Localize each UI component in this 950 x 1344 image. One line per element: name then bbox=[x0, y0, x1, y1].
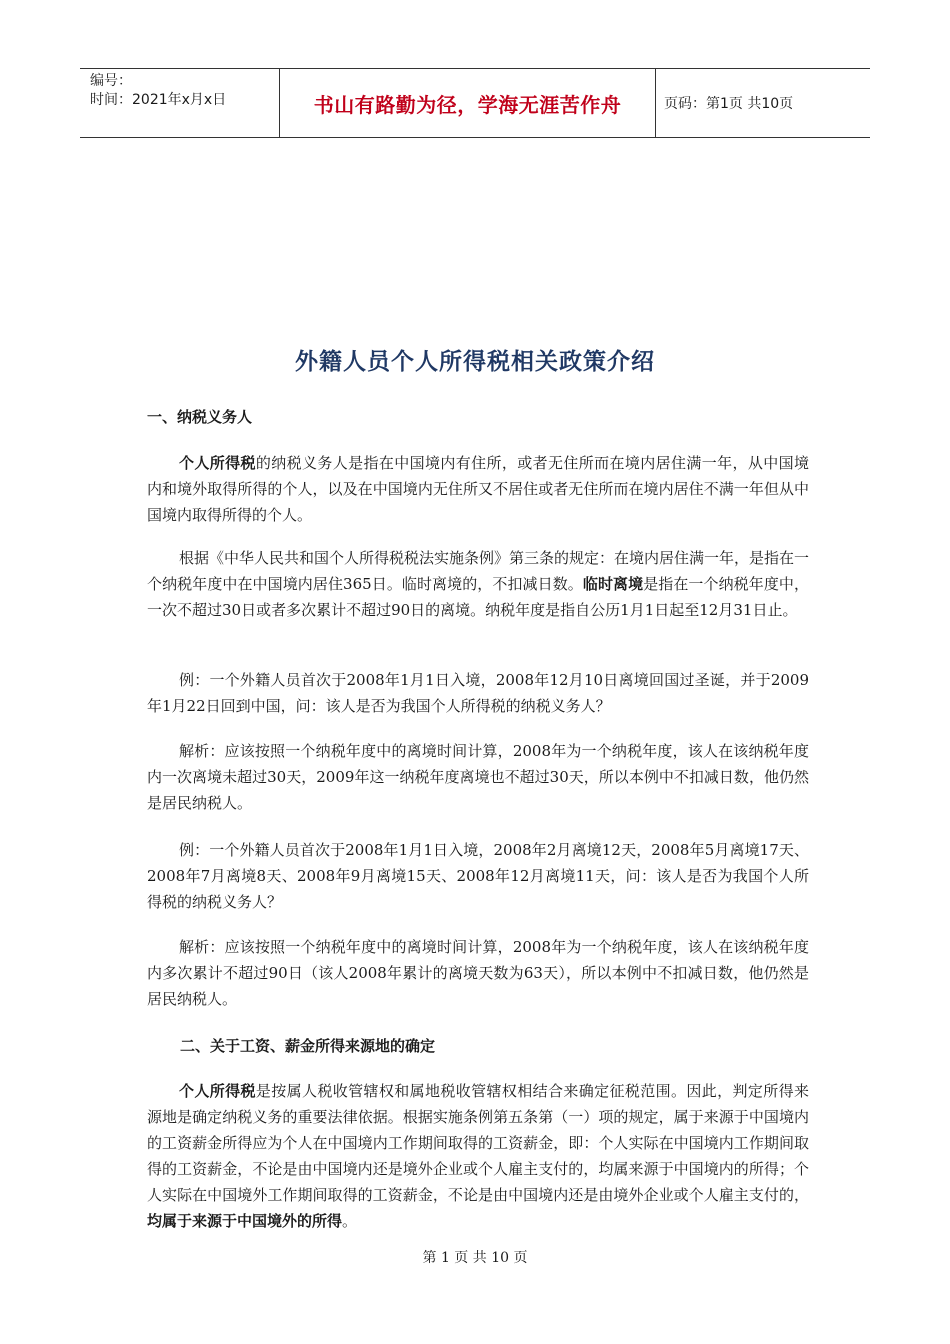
paragraph-7: 个人所得税是按属人税收管辖权和属地税收管辖权相结合来确定征税范围。因此，判定所得来源地是确定纳税义务的重要法律依据。根据实施条例第五条第（一）项的规定，属于来源于中国境内的工资薪金所得应为个人在中国境内工作期间取得的工资薪金，即：个人实际在中国境内工作期间取得的工资薪金，不论是由中国境内还是境外企业或个人雇主支付的，均属来源于中国境内的所得；个人实际在中国境外工作期间取得的工资薪金，不论是由中国境内还是由境外企业或个人雇主支付的，均属于来源于中国境外的所得。 bbox=[147, 1082, 809, 1230]
term-bold: 临时离境 bbox=[582, 575, 644, 593]
paragraph-3: 例：一个外籍人员首次于2008年1月1日入境，2008年12月10日离境回国过圣诞，并于2009年1月22日回到中国，问：该人是否为我国个人所得税的纳税义务人？ bbox=[147, 671, 809, 715]
section-heading-1: 一、纳税义务人 bbox=[147, 408, 253, 426]
number-label: 编号： bbox=[90, 73, 132, 89]
emphasis-bold: 均属于来源于中国境外的所得 bbox=[147, 1212, 343, 1230]
header-motto: 书山有路勤为径，学海无涯苦作舟 bbox=[280, 69, 656, 137]
page-footer: 第 1 页 共 10 页 bbox=[422, 1250, 528, 1266]
term-bold: 个人所得税 bbox=[179, 1082, 256, 1100]
paragraph-1: 个人所得税的纳税义务人是指在中国境内有住所，或者无住所而在境内居住满一年，从中国境内和境外取得所得的个人，以及在中国境内无住所又不居住或者无住所而在境内居住不满一年但从中国境内取得所得的个人。 bbox=[147, 454, 809, 524]
term-bold: 个人所得税 bbox=[179, 454, 256, 472]
paragraph-2: 根据《中华人民共和国个人所得税税法实施条例》第三条的规定：在境内居住满一年，是指在一个纳税年度中在中国境内居住365日。临时离境的，不扣减日数。临时离境是指在一个纳税年度中，一次不超过30日或者多次累计不超过90日的离境。纳税年度是指自公历1月1日起至12月31日止。 bbox=[147, 549, 810, 619]
paragraph-6: 解析：应该按照一个纳税年度中的离境时间计算，2008年为一个纳税年度，该人在该纳税年度内多次累计不超过90日（该人2008年累计的离境天数为63天），所以本例中不扣减日数，他仍然是居民纳税人。 bbox=[147, 938, 809, 1008]
document-title: 外籍人员个人所得税相关政策介绍 bbox=[295, 348, 655, 375]
paragraph-5: 例：一个外籍人员首次于2008年1月1日入境，2008年2月离境12天，2008年5月离境17天、2008年7月离境8天、2008年9月离境15天、2008年12月离境11天，问：该人是否为我国个人所得税的纳税义务人？ bbox=[147, 841, 809, 911]
paragraph-4: 解析：应该按照一个纳税年度中的离境时间计算，2008年为一个纳税年度，该人在该纳税年度内一次离境未超过30天，2009年这一纳税年度离境也不超过30天，所以本例中不扣减日数，他仍然是居民纳税人。 bbox=[147, 742, 809, 812]
page-header bbox=[80, 68, 870, 138]
header-page-info: 页码：第1页 共10页 bbox=[664, 96, 794, 112]
time-label: 时间：2021年x月x日 bbox=[90, 92, 227, 108]
header-meta bbox=[80, 69, 280, 137]
section-heading-2: 二、关于工资、薪金所得来源地的确定 bbox=[180, 1037, 436, 1055]
